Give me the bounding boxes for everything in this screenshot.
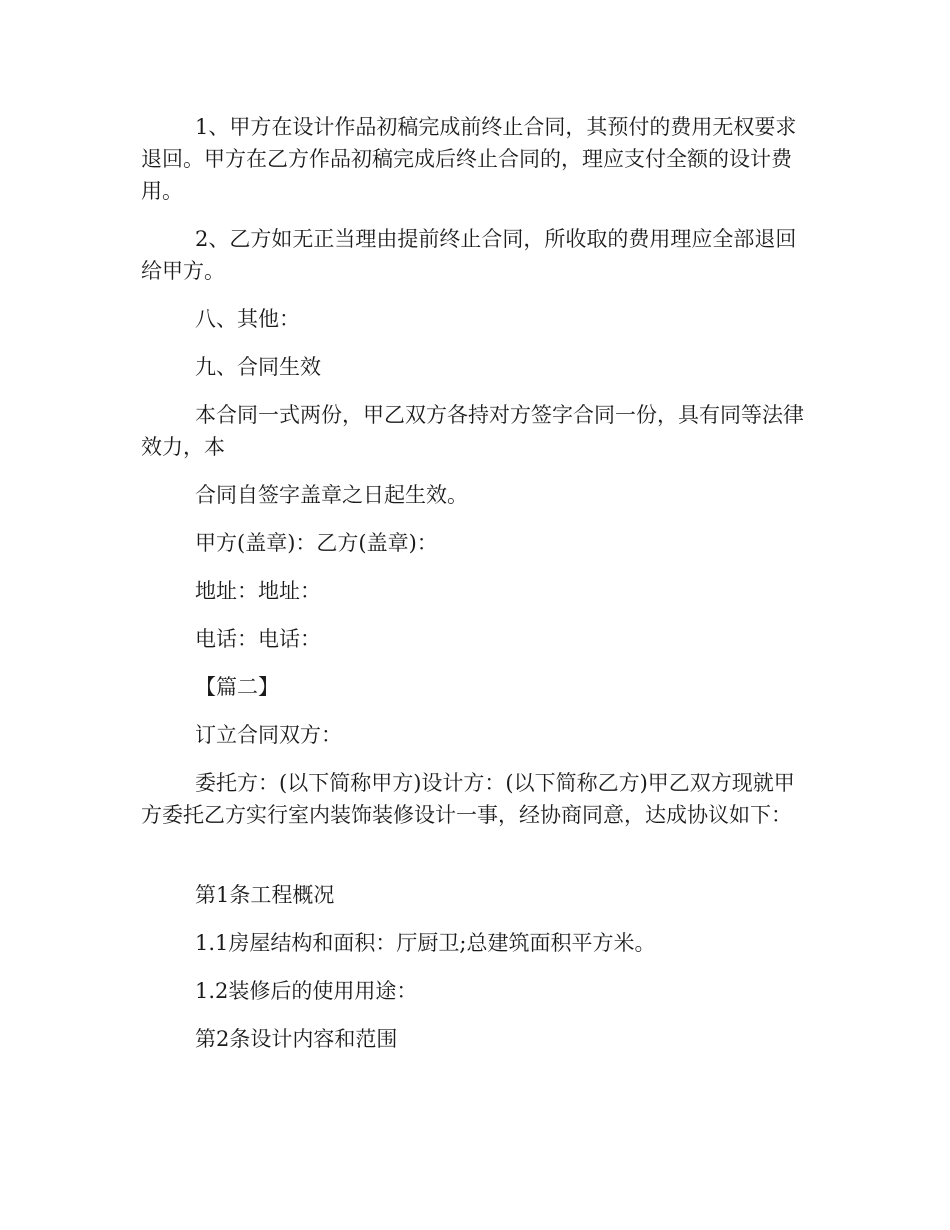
signature-line-phone: 电话：电话： [195,627,321,651]
paragraph-termination-party-b: 2、乙方如无正当理由提前终止合同，所收取的费用理应全部退回给甲方。 [141,227,797,283]
paragraph-effective-date: 合同自签字盖章之日起生效。 [195,483,468,507]
paragraph-termination-party-a: 1、甲方在设计作品初稿完成前终止合同，其预付的费用无权要求退回。甲方在乙方作品初稿完成后终止合同的，理应支付全额的设计费用。 [141,115,797,203]
paragraph-copies: 本合同一式两份，甲乙双方各持对方签字合同一份，具有同等法律效力，本 [141,403,804,459]
article-1-heading: 第1条工程概况 [195,883,335,907]
paragraph-contracting-parties: 订立合同双方： [195,723,342,747]
clause-1-1: 1.1房屋结构和面积：厅厨卫;总建筑面积平方米。 [195,931,656,955]
clause-1-2: 1.2装修后的使用用途： [195,979,418,1003]
signature-line-address: 地址：地址： [195,579,321,603]
section-heading-other: 八、其他： [195,307,300,331]
article-2-heading: 第2条设计内容和范围 [195,1027,398,1051]
part-two-heading: 【篇二】 [195,675,279,699]
section-heading-effect: 九、合同生效 [195,355,321,379]
paragraph-parties-agreement: 委托方：(以下简称甲方)设计方：(以下简称乙方)甲乙双方现就甲方委托乙方实行室内装饰装修设计一事，经协商同意，达成协议如下： [141,771,795,827]
signature-line-seal: 甲方(盖章)：乙方(盖章)： [195,531,438,555]
